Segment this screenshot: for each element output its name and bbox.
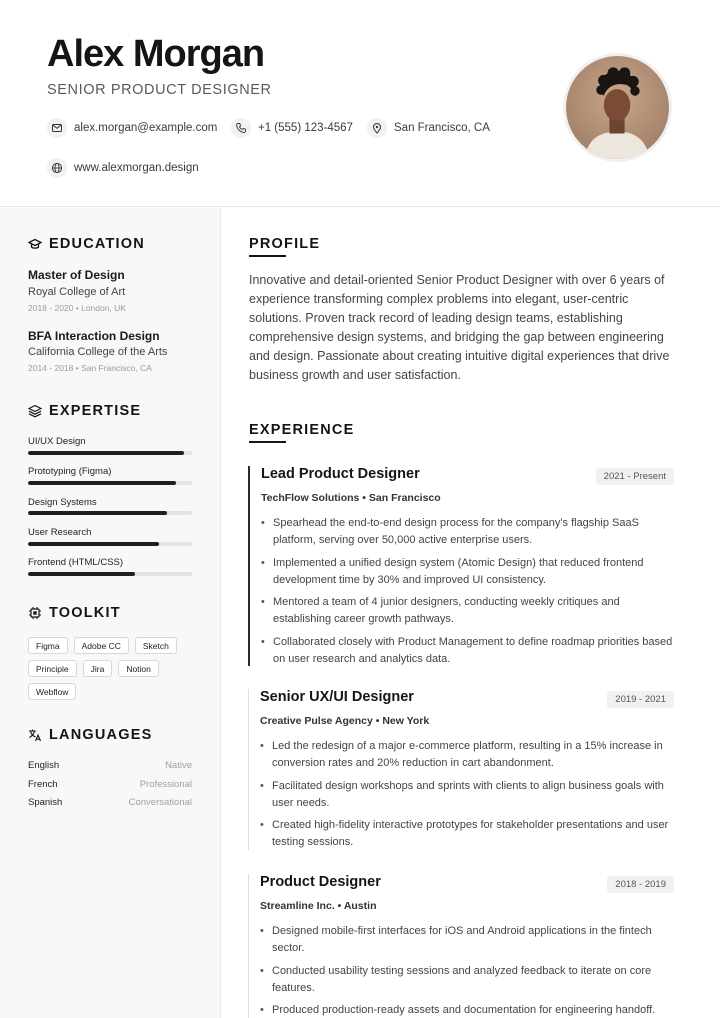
language-name: English <box>28 760 60 771</box>
job-bullet: • Created high-fidelity interactive prototypes for stakeholder presentations and user testing sessions. <box>260 817 674 851</box>
skill-bar <box>28 542 192 546</box>
contact-email[interactable] <box>47 118 217 138</box>
website-text: www.alexmorgan.design <box>74 162 199 174</box>
resume-header <box>0 0 720 207</box>
job-bullet: • Produced production-ready assets and documentation for engineering handoff. <box>260 1002 674 1018</box>
graduation-cap-icon <box>28 237 42 251</box>
candidate-title: SENIOR PRODUCT DESIGNER <box>47 82 272 98</box>
job-entry <box>248 689 674 850</box>
skill-label: UI/UX Design <box>28 436 86 447</box>
phone-icon <box>231 118 251 138</box>
toolkit-heading-text: TOOLKIT <box>49 605 121 621</box>
contact-website[interactable] <box>47 158 199 178</box>
skill-label: Prototyping (Figma) <box>28 466 112 477</box>
language-level: Native <box>165 760 192 771</box>
skill-bar <box>28 511 192 515</box>
job-entry <box>248 874 674 1018</box>
languages-heading-text: LANGUAGES <box>49 727 153 743</box>
job-bullet: • Implemented a unified design system (Atomic Design) that reduced frontend development time by 30% and improved UI consistency. <box>261 555 674 589</box>
job-company: Creative Pulse Agency • New York <box>260 715 430 727</box>
education-degree: Master of Design <box>28 268 125 282</box>
job-date-badge: 2018 - 2019 <box>607 876 674 893</box>
tool-tag: Figma <box>28 637 68 654</box>
education-heading <box>28 236 145 252</box>
expertise-heading <box>28 403 141 419</box>
job-company: Streamline Inc. • Austin <box>260 900 377 912</box>
skill-label: User Research <box>28 527 92 538</box>
education-meta: 2018 - 2020 • London, UK <box>28 303 126 313</box>
job-entry <box>248 466 674 666</box>
skill-fill <box>28 542 159 546</box>
language-name: Spanish <box>28 797 63 808</box>
job-title: Product Designer <box>260 874 381 890</box>
skill-bar <box>28 481 192 485</box>
heading-underline <box>249 441 286 443</box>
job-date-badge: 2021 - Present <box>596 468 674 485</box>
language-row <box>28 797 192 808</box>
job-bullets <box>260 738 674 851</box>
language-row <box>28 779 192 790</box>
tool-tag: Principle <box>28 660 77 677</box>
experience-heading: EXPERIENCE <box>249 422 355 438</box>
skill-label: Frontend (HTML/CSS) <box>28 557 124 568</box>
job-bullet: • Designed mobile-first interfaces for iOS and Android applications in the fintech sector. <box>260 923 674 957</box>
heading-underline <box>249 255 286 257</box>
tool-tag: Adobe CC <box>74 637 129 654</box>
toolkit-heading <box>28 605 121 621</box>
skill-bar <box>28 572 192 576</box>
mail-icon <box>47 118 67 138</box>
languages-heading <box>28 727 152 743</box>
job-title: Senior UX/UI Designer <box>260 689 414 705</box>
tool-tag: Jira <box>83 660 113 677</box>
location-text: San Francisco, CA <box>394 122 490 134</box>
language-level: Professional <box>139 779 192 790</box>
language-name: French <box>28 779 58 790</box>
translate-icon <box>28 728 42 742</box>
job-bullet: • Mentored a team of 4 junior designers, conducting weekly critiques and establishing career growth pathways. <box>261 594 674 628</box>
skill-fill <box>28 572 135 576</box>
skill-fill <box>28 511 167 515</box>
job-bullet: • Conducted usability testing sessions and analyzed feedback to iterate on core features. <box>260 963 674 997</box>
skill-label: Design Systems <box>28 497 97 508</box>
tool-tag: Webflow <box>28 683 76 700</box>
skill-fill <box>28 481 176 485</box>
education-school: California College of the Arts <box>28 346 168 358</box>
skill-fill <box>28 451 184 455</box>
profile-summary: Innovative and detail-oriented Senior Product Designer with over 6 years of experience transforming complex problems into elegant, user-centric solutions. Proven track record of leading design teams, establishing comprehensive design systems, and bridging the gap between engineering and design. Passionate about creating intuitive digital experiences that drive business growth and user satisfaction. <box>249 273 670 382</box>
toolkit-tags <box>28 637 198 700</box>
profile-heading: PROFILE <box>249 236 321 252</box>
globe-icon <box>47 158 67 178</box>
job-date-badge: 2019 - 2021 <box>607 691 674 708</box>
education-school: Royal College of Art <box>28 286 126 298</box>
skill-bar <box>28 451 192 455</box>
job-title: Lead Product Designer <box>261 466 420 482</box>
job-bullets <box>260 923 674 1018</box>
profile-photo <box>563 53 672 162</box>
location-pin-icon <box>367 118 387 138</box>
candidate-name: Alex Morgan <box>47 33 265 75</box>
education-meta: 2014 - 2018 • San Francisco, CA <box>28 363 152 373</box>
job-bullet: • Led the redesign of a major e-commerce platform, resulting in a 15% increase in conversion rates and 20% reduction in cart abandonment. <box>260 738 674 772</box>
job-bullet: • Spearhead the end-to-end design process for the company's flagship SaaS platform, serving over 50,000 active enterprise users. <box>261 515 674 549</box>
education-heading-text: EDUCATION <box>49 236 145 252</box>
job-bullets <box>261 515 674 668</box>
layers-icon <box>28 404 42 418</box>
expertise-heading-text: EXPERTISE <box>49 403 142 419</box>
language-level: Conversational <box>128 797 192 808</box>
chip-icon <box>28 606 42 620</box>
job-company: TechFlow Solutions • San Francisco <box>261 492 441 504</box>
phone-text: +1 (555) 123-4567 <box>258 122 353 134</box>
email-text: alex.morgan@example.com <box>74 122 218 134</box>
job-bullet: • Collaborated closely with Product Management to define roadmap priorities based on user research and analytics data. <box>261 634 674 668</box>
tool-tag: Notion <box>118 660 159 677</box>
contact-phone[interactable] <box>231 118 353 138</box>
contact-location <box>367 118 490 138</box>
language-row <box>28 760 192 771</box>
tool-tag: Sketch <box>135 637 177 654</box>
job-bullet: • Facilitated design workshops and sprints with clients to align business goals with user needs. <box>260 778 674 812</box>
education-degree: BFA Interaction Design <box>28 329 160 343</box>
